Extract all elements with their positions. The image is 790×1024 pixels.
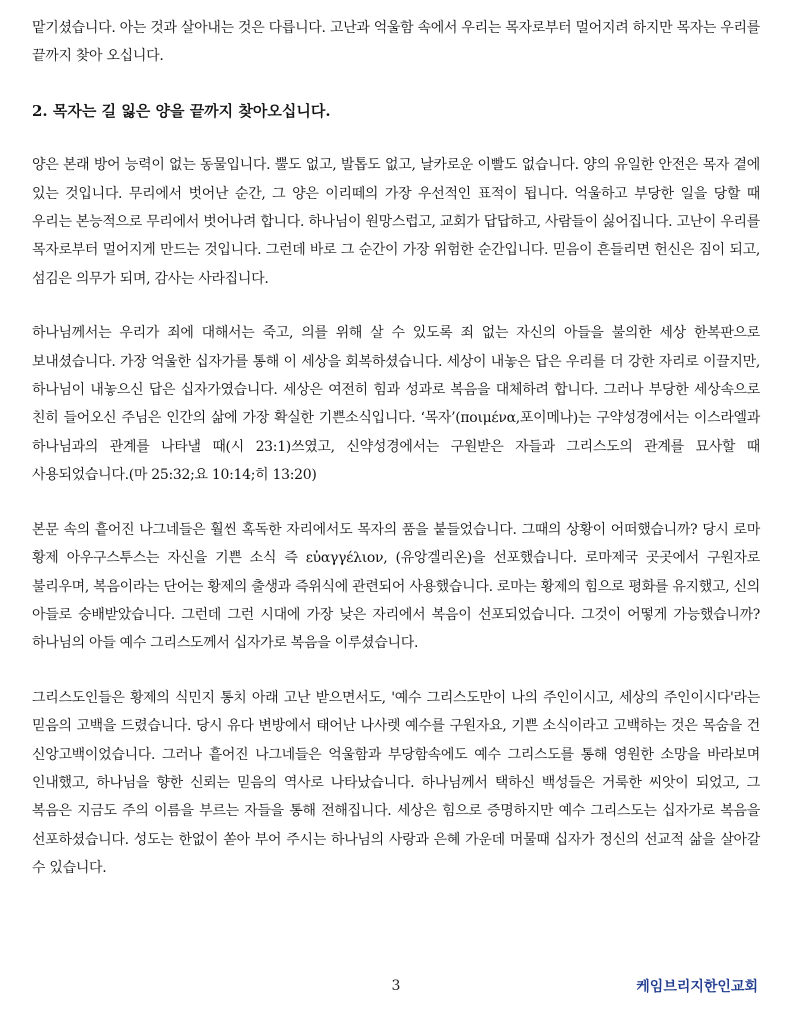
body-paragraph-1: 양은 본래 방어 능력이 없는 동물입니다. 뿔도 없고, 발톱도 없고, 날카로운 이빨도 없습니다. 양의 유일한 안전은 목자 곁에 있는 것입니다. 무리에서 벗어난 순간, 그 양은 이리떼의 가장 우선적인 표적이 됩니다. 억울하고 부당한 일을 당할 때 우리는 본능적으로 무리에서 벗어나려 합니다. 하나님이 원망스럽고, 교회가 답답하고, 사람들이 싫어집니다. 고난이 우리를 목자로부터 멀어지게 만드는 것입니다. 그런데 바로 그 순간이 가장 위험한 순간입니다. 믿음이 흔들리면 헌신은 짐이 되고, 섬김은 의무가 되며, 감사는 사라집니다. — [32, 157, 760, 287]
body-paragraph-3: 본문 속의 흩어진 나그네들은 훨씬 혹독한 자리에서도 목자의 품을 붙들었습니다. 그때의 상황이 어떠했습니까? 당시 로마 황제 아우구스투스는 자신을 기쁜 소식 즉 εὐαγγέλιον, (유앙겔리온)을 선포했습니다. 로마제국 곳곳에서 구원자로 불리우며, 복음이라는 단어는 황제의 출생과 즉위식에 관련되어 사용했습니다. 로마는 황제의 힘으로 평화를 유지했고, 신의 아들로 숭배받았습니다. 그런데 그런 시대에 가장 낮은 자리에서 복음이 선포되었습니다. 그것이 어떻게 가능했습니까? 하나님의 아들 예수 그리스도께서 십자가로 복음을 이루셨습니다. — [32, 521, 760, 652]
intro-paragraph: 맡기셨습니다. 아는 것과 살아내는 것은 다릅니다. 고난과 억울함 속에서 우리는 목자로부터 멀어지려 하지만 목자는 우리를 끝까지 찾아 오십니다. — [32, 20, 760, 65]
document-body — [32, 14, 760, 883]
body-paragraph-2: 하나님께서는 우리가 죄에 대해서는 죽고, 의를 위해 살 수 있도록 죄 없는 자신의 아들을 불의한 세상 한복판으로 보내셨습니다. 가장 억울한 십자가를 통해 이 세상을 회복하셨습니다. 세상이 내놓은 답은 우리를 더 강한 자리로 이끌지만, 하나님이 내놓으신 답은 십자가였습니다. 세상은 여전히 힘과 성과로 복음을 대체하려 합니다. 그러나 부당한 세상속으로 친히 들어오신 주님은 인간의 삶에 가장 확실한 기쁜소식입니다. ‘목자’(ποιμένα,포이메나)는 구약성경에서는 이스라엘과 하나님과의 관계를 나타낼 때(시 23:1)쓰였고, 신약성경에서는 구원받은 자들과 그리스도의 관계를 묘사할 때 사용되었습니다.(마 25:32;요 10:14;히 13:20) — [32, 325, 760, 484]
page-number: 3 — [391, 978, 401, 994]
section-heading: 2. 목자는 길 잃은 양을 끝까지 찾아오십니다. — [32, 101, 331, 120]
church-name: 케임브리지한인교회 — [636, 979, 758, 995]
body-paragraph-4: 그리스도인들은 황제의 식민지 통치 아래 고난 받으면서도, '예수 그리스도만이 나의 주인이시고, 세상의 주인이시다'라는 믿음의 고백을 드렸습니다. 당시 유다 변방에서 태어난 나사렛 예수를 구원자요, 기쁜 소식이라고 고백하는 것은 목숨을 건 신앙고백이었습니다. 그러나 흩어진 나그네들은 억울함과 부당함속에도 예수 그리스도를 통해 영원한 소망을 바라보며 인내했고, 하나님을 향한 신뢰는 믿음의 역사로 나타났습니다. 하나님께서 택하신 백성들은 거룩한 씨앗이 되었고, 그 복음은 지금도 주의 이름을 부르는 자들을 통해 전해집니다. 세상은 힘으로 증명하지만 예수 그리스도는 십자가로 복음을 선포하셨습니다. 성도는 한없이 쏟아 부어 주시는 하나님의 사랑과 은혜 가운데 머물때 십자가 정신의 선교적 삶을 살아갈 수 있습니다. — [32, 689, 760, 877]
